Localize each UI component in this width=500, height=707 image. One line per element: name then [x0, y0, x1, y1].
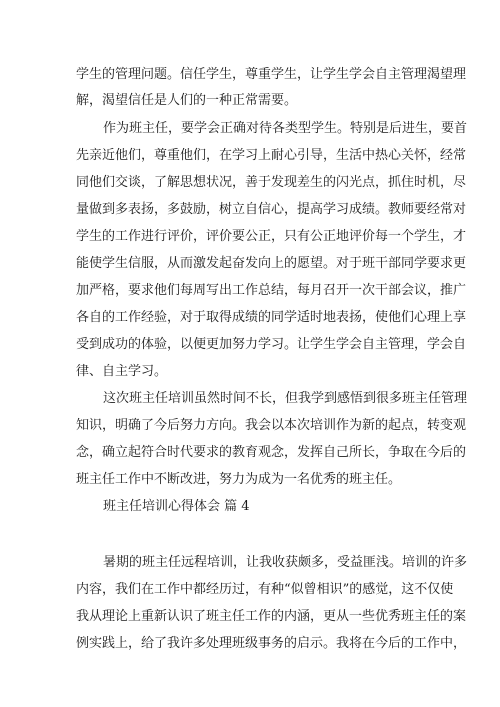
text-line: 内容，我们在工作中都经历过，有种“似曾相识”的感觉，这不仅使: [76, 582, 454, 597]
text-line: 解，渴望信任是人们的一种正常需要。: [76, 93, 298, 108]
text-line: 能使学生信服，从而激发起奋发向上的愿望。对于班干部同学要求更: [76, 256, 467, 271]
text-line: 班主任工作中不断改进，努力为成为一名优秀的班主任。: [76, 472, 402, 487]
text-line: 先亲近他们，尊重他们，在学习上耐心引导，生活中热心关怀，经常: [76, 148, 467, 163]
section-heading: 班主任培训心得体会 篇 4: [103, 499, 250, 514]
text-line: 量做到多表扬，多鼓励，树立自信心，提高学习成绩。教师要经常对: [76, 202, 467, 217]
text-line: 学生的工作进行评价，评价要公正，只有公正地评价每一个学生，才: [76, 229, 467, 244]
text-line: 学生的管理问题。信任学生，尊重学生，让学生学会自主管理渴望理: [76, 67, 467, 82]
text-line: 律、自主学习。: [76, 364, 168, 379]
text-line: 同他们交谈，了解思想状况，善于发现差生的闪光点，抓住时机，尽: [76, 175, 467, 190]
text-line: 各自的工作经验，对于取得成绩的同学适时地表扬，使他们心理上享: [76, 310, 467, 325]
text-line: 暑期的班主任远程培训，让我收获颇多，受益匪浅。培训的许多: [103, 555, 468, 570]
text-line: 这次班主任培训虽然时间不长，但我学到感悟到很多班主任管理: [103, 391, 468, 406]
text-line: 我从理论上重新认识了班主任工作的内涵，更从一些优秀班主任的案: [76, 609, 467, 624]
text-line: 作为班主任，要学会正确对待各类型学生。特别是后进生，要首: [103, 121, 468, 136]
text-line: 受到成功的体验，以便更加努力学习。让学生学会自主管理，学会自: [76, 337, 467, 352]
text-line: 例实践上，给了我许多处理班级事务的启示。我将在今后的工作中，: [76, 636, 467, 651]
text-line: 加严格，要求他们每周写出工作总结，每月召开一次干部会议，推广: [76, 283, 467, 298]
text-line: 知识，明确了今后努力方向。我会以本次培训作为新的起点，转变观: [76, 418, 467, 433]
text-line: 念，确立起符合时代要求的教育观念，发挥自己所长，争取在今后的: [76, 445, 467, 460]
